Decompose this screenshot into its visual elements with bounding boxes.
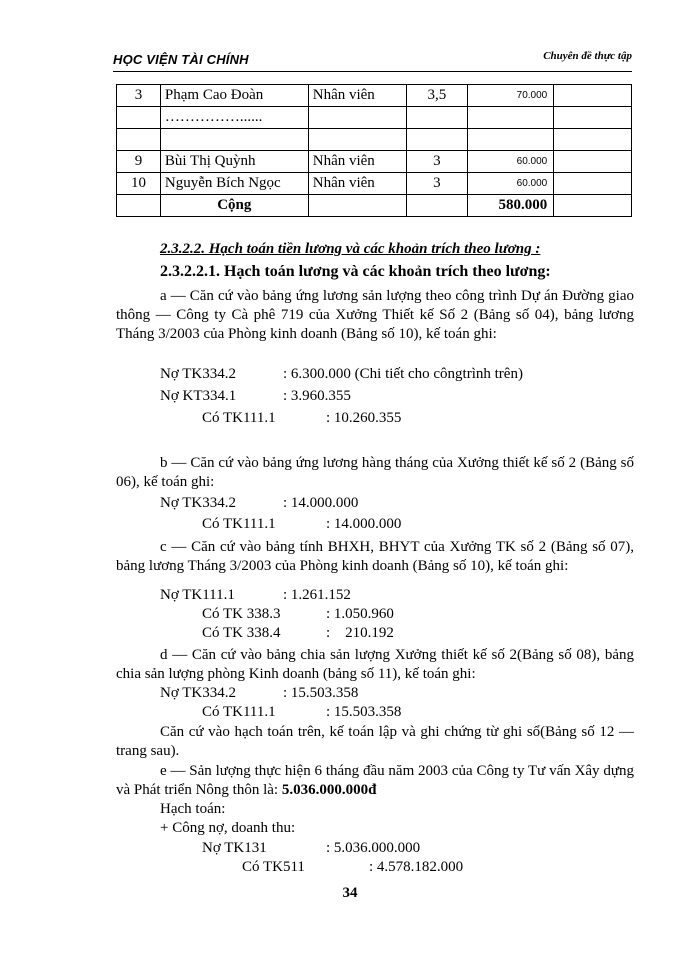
row-stt: 10 <box>117 173 161 195</box>
header-document-type: Chuyên đề thực tập <box>543 50 632 62</box>
entry-a-debit-2: Nợ KT334.1 <box>160 388 237 404</box>
total-amount: 580.000 <box>468 195 554 217</box>
row-note <box>554 107 632 129</box>
entry-b-credit: Có TK111.1 <box>202 516 276 532</box>
accounting-label: Hạch toán: <box>160 801 226 817</box>
entry-b-debit-value: : 14.000.000 <box>283 495 359 511</box>
paragraph-a: a — Căn cứ vào bảng ứng lương sản lượng theo công trình Dự án Đường giao thông — Công ty Cà phê 719 của Xưởng Thiết kế Số 2 (Bảng số 04), bảng lương Tháng 3/2003 của Phòng kinh doanh (Bảng số 10), kế toán ghi: <box>116 288 634 342</box>
row-name: Bùi Thị Quỳnh <box>160 151 308 173</box>
row-amount: 60.000 <box>468 151 554 173</box>
row-name <box>160 129 308 151</box>
row-amount: 70.000 <box>468 85 554 107</box>
entry-c-debit-value: : 1.261.152 <box>283 587 351 603</box>
row-name: ……………...... <box>160 107 308 129</box>
entry-a-debit-1: Nợ TK334.2 <box>160 366 236 382</box>
paragraph-c: c — Căn cứ vào bảng tính BHXH, BHYT của Xưởng TK số 2 (Bảng số 07), bảng lương Tháng 3/2003 của Phòng kinh doanh (Bảng số 10), kế toán ghi: <box>116 539 634 574</box>
entry-d-debit-value: : 15.503.358 <box>283 685 359 701</box>
subsection-heading: 2.3.2.2.1. Hạch toán lương và các khoản trích theo lương: <box>160 263 551 280</box>
row-coefficient: 3 <box>406 173 468 195</box>
section-heading: 2.3.2.2. Hạch toán tiền lương và các khoản trích theo lương : <box>160 241 541 257</box>
total-label: Cộng <box>160 195 308 217</box>
paragraph-d: d — Căn cứ vào bảng chia sản lượng Xưởng thiết kế số 2(Bảng số 08), bảng chia sản lượng phòng Kinh doanh (bảng số 11), kế toán ghi: <box>116 647 634 682</box>
entry-b-debit: Nợ TK334.2 <box>160 495 236 511</box>
entry-e-credit: Có TK511 <box>242 859 305 875</box>
row-stt <box>117 129 161 151</box>
paragraph-e-text: e — Sản lượng thực hiện 6 tháng đầu năm 2003 của Công ty Tư vấn Xây dựng và Phát triển Nông thôn là: <box>116 763 634 798</box>
page-number: 34 <box>342 885 358 901</box>
entry-a-debit-2-value: : 3.960.355 <box>283 388 351 404</box>
entry-c-credit-2-value: : 210.192 <box>326 625 394 641</box>
row-coefficient <box>406 129 468 151</box>
table-row <box>117 107 632 129</box>
entry-e-credit-value: : 4.578.182.000 <box>369 859 464 875</box>
row-role <box>308 129 406 151</box>
row-role: Nhân viên <box>308 151 406 173</box>
row-stt: 3 <box>117 85 161 107</box>
entry-b-credit-value: : 14.000.000 <box>326 516 402 532</box>
paragraph-e <box>116 762 634 800</box>
paragraph-e-amount: 5.036.000.000đ <box>281 782 377 798</box>
row-stt: 9 <box>117 151 161 173</box>
entry-d-credit: Có TK111.1 <box>202 704 276 720</box>
row-note <box>554 151 632 173</box>
table-row <box>117 151 632 173</box>
entry-d-credit-value: : 15.503.358 <box>326 704 402 720</box>
row-role <box>308 107 406 129</box>
row-name: Phạm Cao Đoàn <box>160 85 308 107</box>
table-row <box>117 129 632 151</box>
entry-c-credit-2: Có TK 338.4 <box>202 625 281 641</box>
entry-d-debit: Nợ TK334.2 <box>160 685 236 701</box>
row-note <box>554 173 632 195</box>
row-coefficient <box>406 107 468 129</box>
row-amount <box>468 129 554 151</box>
entry-e-debit: Nợ TK131 <box>202 840 267 856</box>
entry-a-debit-1-value: : 6.300.000 (Chi tiết cho côngtrình trên) <box>283 366 523 382</box>
table-row <box>117 173 632 195</box>
table-row <box>117 85 632 107</box>
header-divider <box>113 71 632 72</box>
row-role: Nhân viên <box>308 85 406 107</box>
row-role: Nhân viên <box>308 173 406 195</box>
row-stt <box>117 107 161 129</box>
row-coefficient: 3,5 <box>406 85 468 107</box>
entry-a-credit: Có TK111.1 <box>202 410 276 426</box>
table-total-row <box>117 195 632 217</box>
entry-e-debit-value: : 5.036.000.000 <box>326 840 421 856</box>
header-institution: HỌC VIỆN TÀI CHÍNH <box>113 52 249 67</box>
row-note <box>554 129 632 151</box>
paragraph-b: b — Căn cứ vào bảng ứng lương hàng tháng của Xưởng thiết kế số 2 (Bảng số 06), kế toán ghi: <box>116 455 634 490</box>
entry-c-credit-1-value: : 1.050.960 <box>326 606 394 622</box>
entry-a-credit-value: : 10.260.355 <box>326 410 402 426</box>
salary-table <box>116 84 632 217</box>
row-name: Nguyễn Bích Ngọc <box>160 173 308 195</box>
row-note <box>554 85 632 107</box>
paragraph-after-d: Căn cứ vào hạch toán trên, kế toán lập và ghi chứng từ ghi sổ(Bảng số 12 — trang sau). <box>116 724 634 759</box>
row-amount <box>468 107 554 129</box>
row-coefficient: 3 <box>406 151 468 173</box>
entry-c-debit: Nợ TK111.1 <box>160 587 235 603</box>
row-amount: 60.000 <box>468 173 554 195</box>
entry-c-credit-1: Có TK 338.3 <box>202 606 281 622</box>
receivable-revenue-label: + Công nợ, doanh thu: <box>160 820 296 836</box>
